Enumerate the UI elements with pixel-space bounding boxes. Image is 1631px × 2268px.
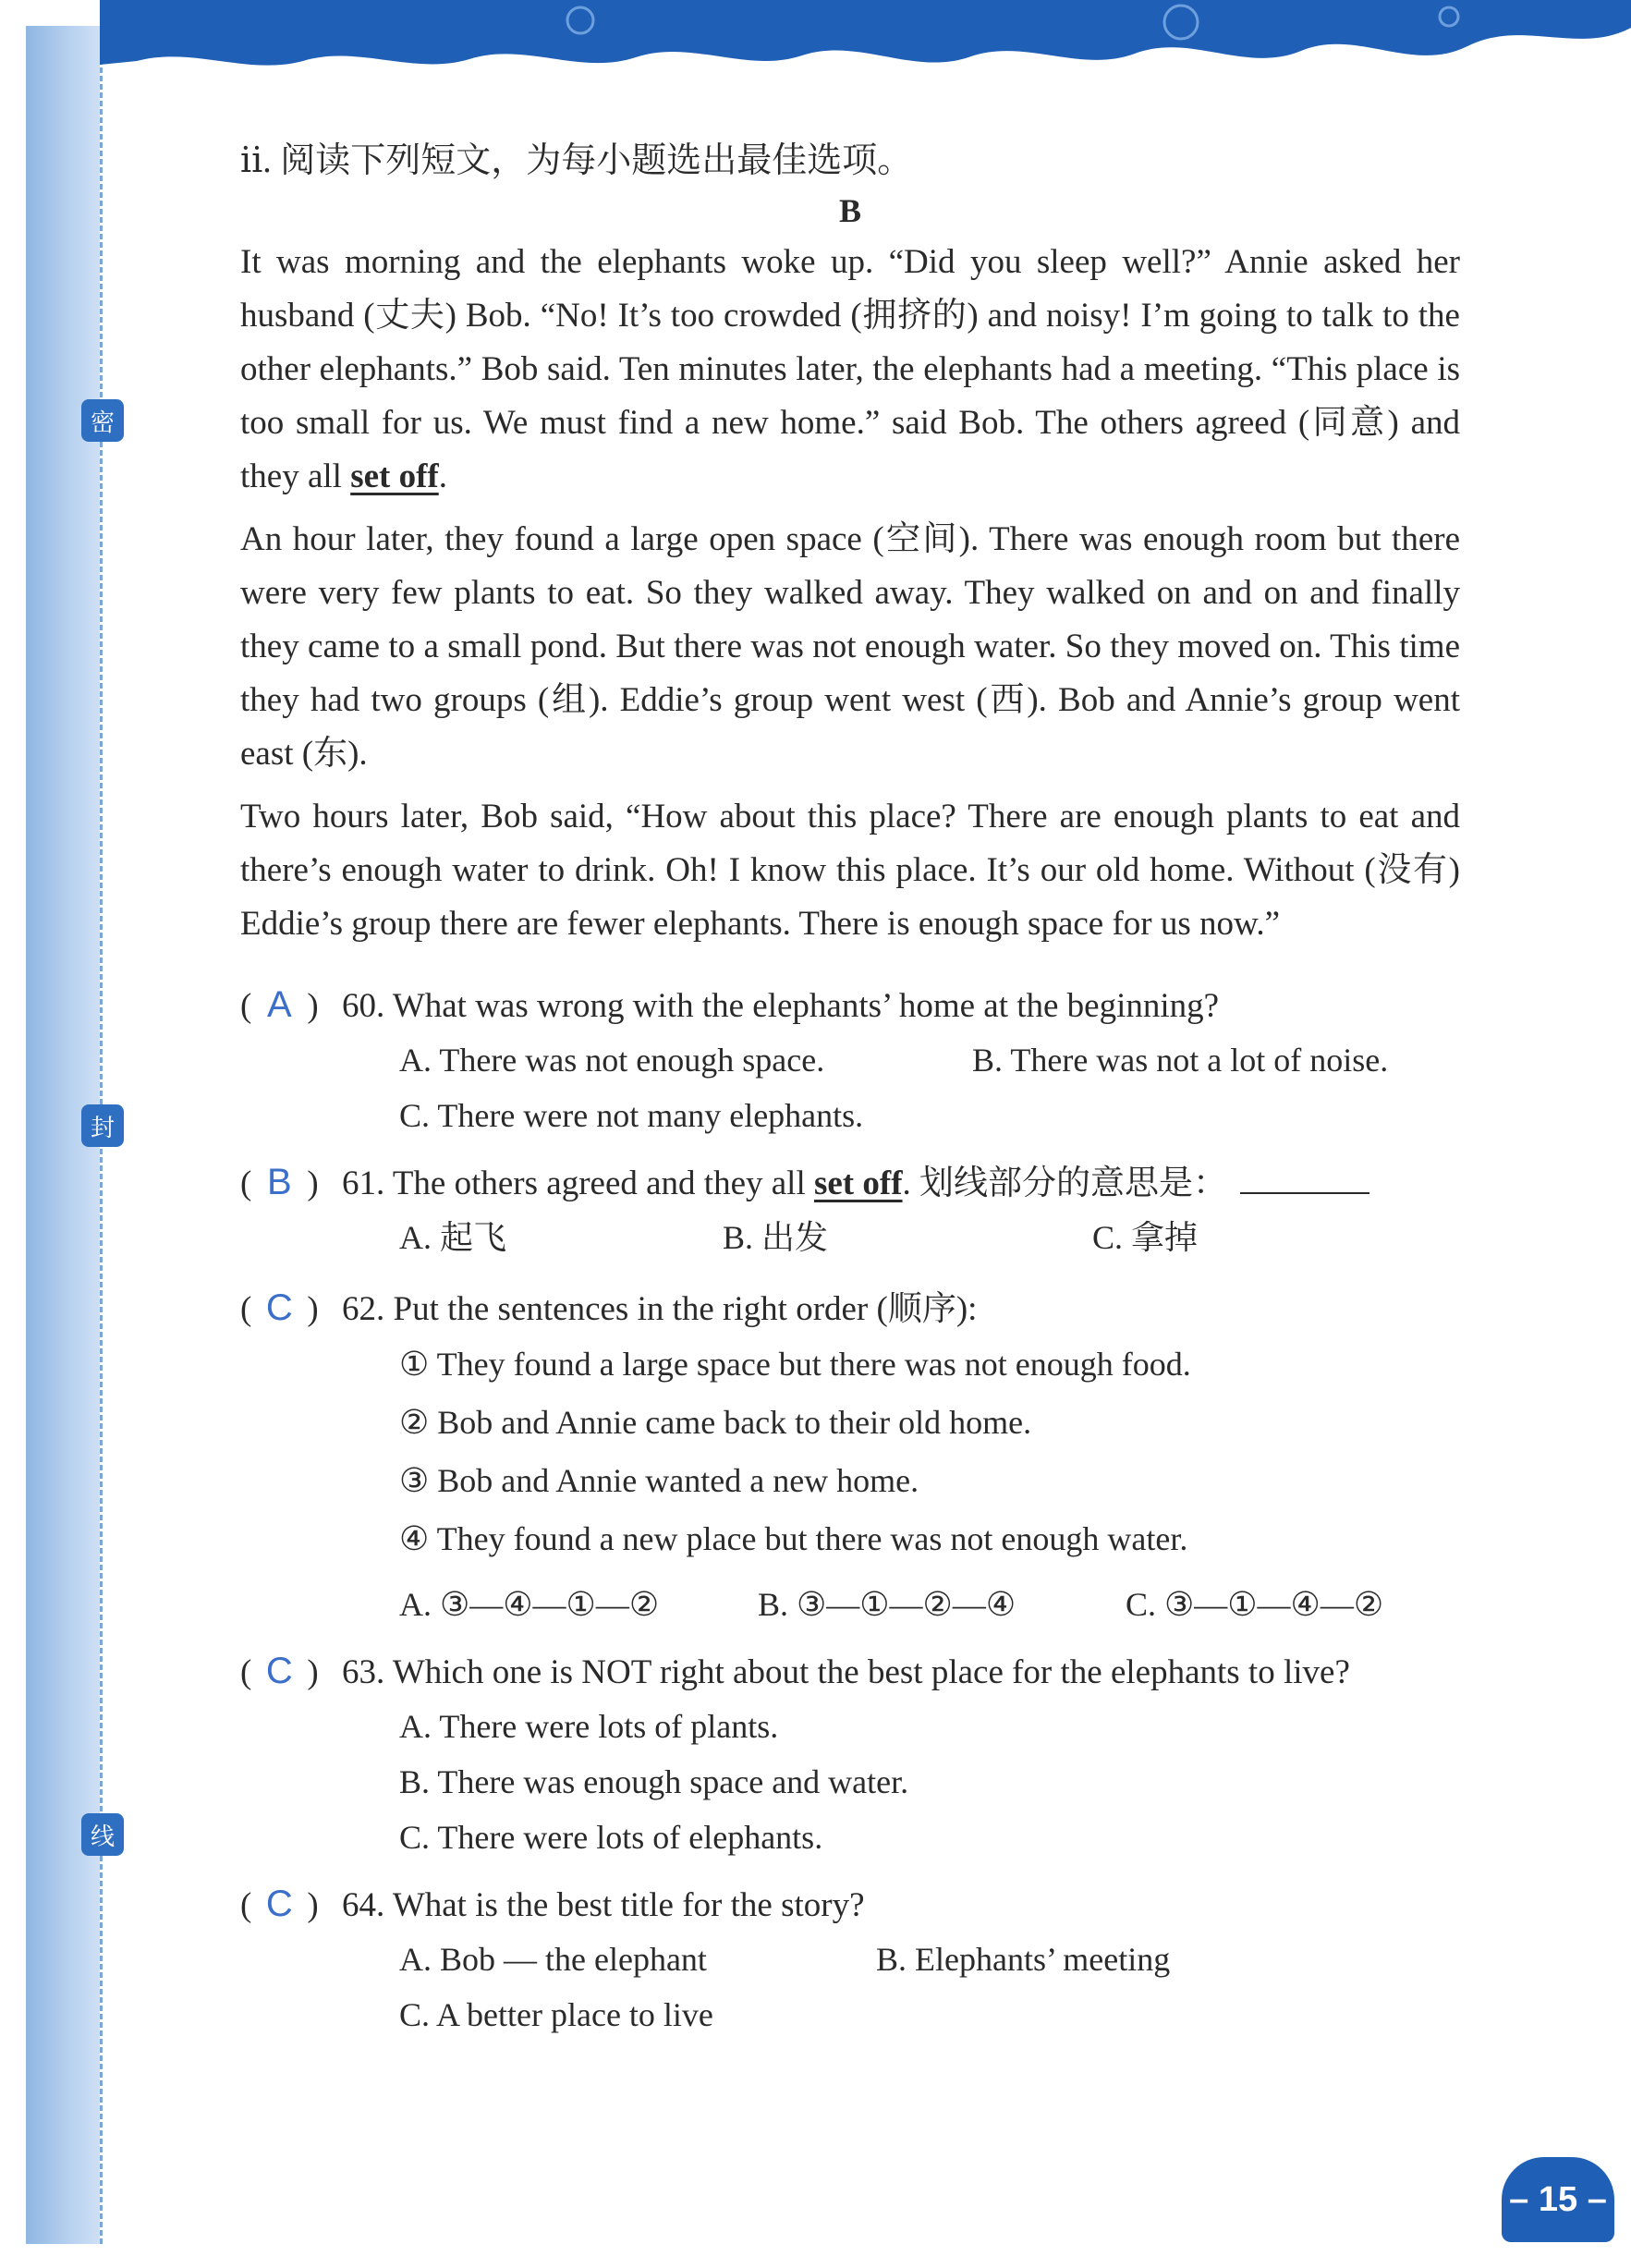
- page-content: [240, 139, 1460, 2042]
- question-62: [240, 1282, 1460, 1634]
- question-62-text: 62. Put the sentences in the right order (顺序):: [342, 1290, 978, 1329]
- option-a: A. 起飞: [399, 1219, 506, 1257]
- underlined-phrase: set off: [350, 457, 439, 496]
- question-62-sentences: [240, 1335, 1460, 1634]
- passage-letter: B: [838, 192, 861, 230]
- question-61-options: [240, 1210, 1460, 1265]
- option-c: C. A better place to live: [399, 1996, 713, 2034]
- option-c: C. There were lots of elephants.: [399, 1819, 823, 1857]
- answer-paren: ( C ): [240, 1282, 342, 1335]
- page-number-badge: – 15 –: [1502, 2157, 1614, 2242]
- question-63-answer: C: [265, 1651, 293, 1692]
- question-60: [240, 979, 1460, 1143]
- seal-mark-xian: 线: [81, 1813, 124, 1856]
- question-60-answer: A: [266, 984, 292, 1026]
- option-b: B. 出发: [723, 1219, 829, 1257]
- question-61-answer: B: [266, 1162, 292, 1203]
- paragraph-1-end: .: [438, 457, 447, 496]
- section-heading: ⅱ. 阅读下列短文，为每小题选出最佳选项。: [240, 141, 913, 180]
- question-62-stem: [240, 1282, 1460, 1335]
- option-b: B. There was enough space and water.: [399, 1763, 909, 1801]
- question-61-stem: [240, 1156, 1460, 1210]
- option-a: A. There were lots of plants.: [399, 1708, 779, 1746]
- passage-paragraph-1: [240, 236, 1460, 504]
- option-a: A. There was not enough space.: [399, 1042, 825, 1079]
- option-b: B. Elephants’ meeting: [876, 1941, 1171, 1979]
- answer-paren: ( A ): [240, 979, 342, 1032]
- option-c: C. 拿掉: [1092, 1219, 1199, 1257]
- question-64-answer: C: [265, 1884, 293, 1925]
- question-64-text: 64. What is the best title for the story?: [342, 1886, 865, 1925]
- question-62-answer: C: [265, 1287, 293, 1329]
- option-a: A. Bob — the elephant: [399, 1941, 707, 1979]
- sentence-3: ③ Bob and Annie wanted a new home.: [399, 1462, 919, 1500]
- question-63-options: [240, 1699, 1460, 1865]
- option-b: B. ③—①—②—④: [758, 1586, 1016, 1624]
- option-c: C. There were not many elephants.: [399, 1097, 864, 1135]
- question-61-text-end: . 划线部分的意思是：: [902, 1164, 1228, 1203]
- answer-paren: ( C ): [240, 1645, 342, 1699]
- sentence-2: ② Bob and Annie came back to their old home.: [399, 1404, 1032, 1442]
- question-61-text: 61. The others agreed and they all: [342, 1164, 814, 1203]
- seal-mark-mi: 密: [81, 399, 124, 442]
- sentence-1: ① They found a large space but there was not enough food.: [399, 1346, 1191, 1384]
- option-c: C. ③—①—④—②: [1126, 1586, 1384, 1624]
- question-64-options: [240, 1932, 1460, 2042]
- seal-mark-feng: 封: [81, 1104, 124, 1147]
- question-63-stem: [240, 1645, 1460, 1699]
- paragraph-1-text: It was morning and the elephants woke up. “Did you sleep well?” Annie asked her husband (丈夫) Bob. “No! It’s too crowded (拥挤的) and noisy! I’m going to talk to the other elephants.” Bob said. Ten minutes later, the elephants had a meeting. “This place is too small for us. We must find a new home.” said Bob. The others agreed (同意) and they all: [240, 243, 1460, 496]
- answer-paren: ( C ): [240, 1878, 342, 1932]
- question-61-underlined: set off: [813, 1164, 903, 1203]
- question-64-stem: [240, 1878, 1460, 1932]
- option-a: A. ③—④—①—②: [399, 1586, 660, 1624]
- answer-paren: ( B ): [240, 1156, 342, 1210]
- sentence-4: ④ They found a new place but there was not enough water.: [399, 1520, 1188, 1558]
- question-60-options: [240, 1032, 1460, 1143]
- passage-paragraph-2: An hour later, they found a large open space (空间). There was enough room but there were very few plants to eat. So they walked away. They walked on and on and finally they came to a small pond. But there was not enough water. So they moved on. This time they had two groups (组). Eddie’s group went west (西). Bob and Annie’s group went east (东).: [240, 520, 1460, 774]
- question-63-text: 63. Which one is NOT right about the best place for the elephants to live?: [342, 1653, 1350, 1692]
- passage-paragraph-3: Two hours later, Bob said, “How about this place? There are enough plants to eat and there’s enough water to drink. Oh! I know this place. It’s our old home. Without (没有) Eddie’s group there are fewer elephants. There is enough space for us now.”: [240, 798, 1460, 944]
- question-60-stem: [240, 979, 1460, 1032]
- option-b: B. There was not a lot of noise.: [972, 1042, 1389, 1079]
- question-64: [240, 1878, 1460, 2042]
- question-63: [240, 1645, 1460, 1865]
- question-61: [240, 1156, 1460, 1265]
- answer-blank: [1240, 1164, 1369, 1194]
- top-wave-banner: [100, 0, 1631, 83]
- question-60-text: 60. What was wrong with the elephants’ home at the beginning?: [342, 987, 1220, 1026]
